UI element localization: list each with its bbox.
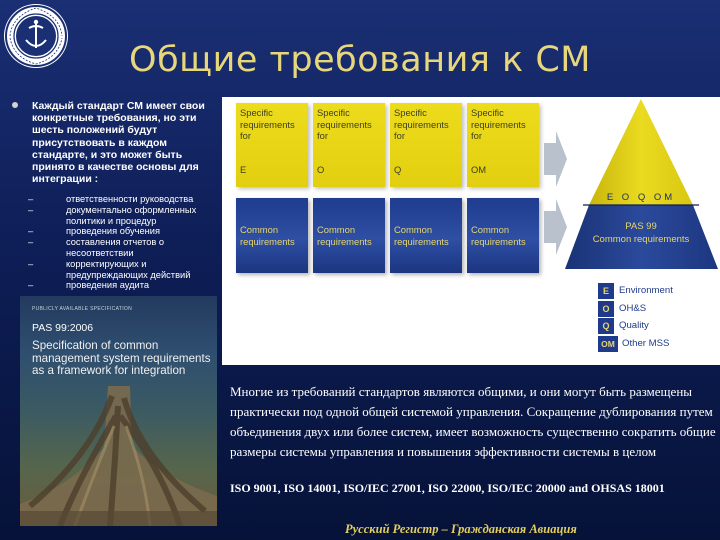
- cover-small-text: PUBLICLY AVAILABLE SPECIFICATION: [32, 306, 133, 312]
- common-requirements-box: Common requirements: [390, 198, 462, 273]
- legend-item: [598, 318, 720, 334]
- legend-item: [598, 301, 720, 317]
- specific-requirements-box: [236, 103, 308, 187]
- legend-item: [598, 336, 720, 352]
- specific-requirements-box: [390, 103, 462, 187]
- specific-requirements-box: [313, 103, 385, 187]
- common-requirements-box: Common requirements: [236, 198, 308, 273]
- specific-code: O: [317, 164, 325, 175]
- body-paragraph: Многие из требований стандартов являются общими, и они могут быть размещены практически под одной общей системой управления. Сокращение дублирования путем объединения двух или более систем, имеет возможность существенно сократить общие размеры системы управления и повышения эффективности системы в целом: [230, 384, 716, 459]
- russian-register-logo: [2, 2, 70, 70]
- pyramid-top-letters: E O Q OM: [606, 192, 676, 203]
- intro-paragraph: [10, 100, 215, 185]
- list-item: – корректирующих и предупреждающих действий: [28, 258, 191, 280]
- specific-code: E: [240, 164, 247, 175]
- list-item: – документально оформленных политики и процедур: [28, 204, 197, 226]
- standards-list: ISO 9001, ISO 14001, ISO/IEC 27001, ISO 22000, ISO/IEC 20000 and OHSAS 18001: [230, 481, 665, 495]
- legend-label: Other MSS: [622, 337, 670, 349]
- list-item: – проведения аудита: [28, 280, 150, 291]
- pas99-book-cover: [20, 296, 217, 526]
- specific-label: Specific requirements for: [471, 107, 526, 141]
- legend-code: E: [598, 283, 614, 299]
- cover-pas-number: PAS 99:2006: [32, 322, 94, 334]
- diagram-legend: [598, 283, 720, 353]
- pas99-pyramid: [563, 97, 718, 272]
- legend-code: O: [598, 301, 614, 317]
- specific-label: Specific requirements for: [240, 107, 295, 141]
- pyramid-base-title: PAS 99: [625, 221, 657, 232]
- legend-label: Environment: [619, 285, 673, 296]
- legend-label: OH&S: [619, 302, 647, 314]
- requirements-list: [28, 194, 218, 296]
- specific-label: Specific requirements for: [317, 107, 372, 141]
- bullet-icon: [12, 102, 18, 108]
- integration-diagram: [222, 97, 720, 365]
- specific-label: Specific requirements for: [394, 107, 449, 141]
- footer-text: Русский Регистр – Гражданская Авиация: [345, 522, 577, 536]
- slide-title: Общие требования к СМ: [129, 40, 591, 80]
- legend-code: OM: [598, 336, 618, 352]
- intro-text: Каждый стандарт СМ имеет свои конкретные требования, но эти шесть положений будут присутствовать в каждом стандарте, и это может быть принято в качестве основы для интеграции :: [32, 100, 205, 186]
- legend-label: Quality: [619, 320, 649, 331]
- pyramid-base-subtitle: Common requirements: [592, 234, 690, 245]
- specific-code: Q: [394, 164, 402, 175]
- common-requirements-box: Common requirements: [467, 198, 539, 273]
- specific-code: OM: [471, 164, 487, 175]
- cover-heading: Specification of common management system requirements as a framework for integration: [32, 339, 211, 377]
- specific-requirements-box: [467, 103, 539, 187]
- list-item: – проведения обучения: [28, 226, 161, 237]
- legend-item: [598, 283, 720, 299]
- tree-roots-image: [20, 386, 217, 526]
- list-item: – ответственности руководства: [28, 194, 194, 204]
- common-requirements-box: Common requirements: [313, 198, 385, 273]
- list-item: – составления отчетов о несоответствии: [28, 237, 165, 258]
- legend-code: Q: [598, 318, 614, 334]
